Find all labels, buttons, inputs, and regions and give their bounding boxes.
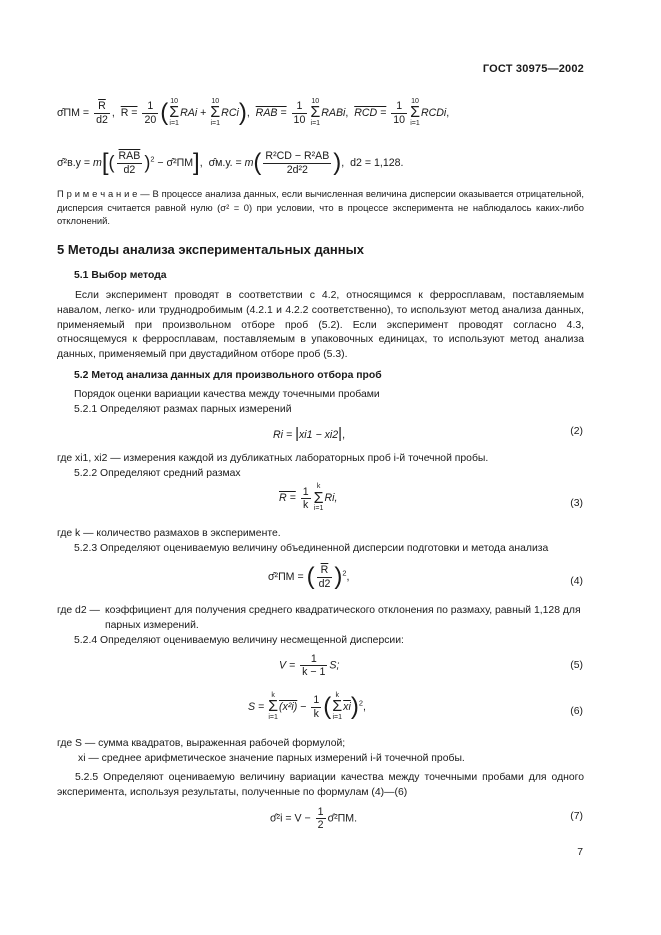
section-5-1-title: 5.1 Выбор метода <box>74 270 167 281</box>
where-3: где k — количество размахов в эксперименте. <box>57 528 281 539</box>
rcd-fraction: $\frac{1}{10}$ <box>393 100 406 126</box>
sigma-mu-lhs: σ̂м.у. = <box>208 156 242 169</box>
formula-6: S = k Σ i=1 (x²i) − $\frac{1}{k}$ ( k Σ i=1 $\overline{xi})^2$, <box>248 691 366 721</box>
clause-5-2-5: 5.2.5 Определяют оцениваемую величину вариации качества между точечными пробами для одного эксперимента, используя результаты, полученные по формулам (4)—(6) <box>57 772 584 798</box>
sigma-vu-lhs: σ̂²в.у = <box>57 156 91 169</box>
clause-5-2-4: 5.2.4 Определяют оцениваемую величину несмещенной дисперсии: <box>74 635 404 646</box>
formula-7-number: (7) <box>570 811 583 822</box>
sum-sign: k Σ i=1 <box>313 483 324 512</box>
term-rci: RCi <box>221 106 239 119</box>
formula-2-number: (2) <box>570 426 583 437</box>
clause-5-2-2: 5.2.2 Определяют средний размах <box>74 468 241 479</box>
formula-6-fraction: $\frac{1}{k}$ <box>313 694 320 720</box>
where-4-text: коэффициент для получения среднего квадратического отклонения по размаху, равный 1,128 для парных измерений. <box>105 605 581 631</box>
section-5-1-text: Если эксперимент проводят в соответствии с 4.2, относящимся к ферросплавам, поставляемым навалом, легко- или труднодробимым (4.2.1 и 4.2.2 соответственно), то используют метод анализа данных, применяемый при произвольном отборе проб (5.2). Если эксперимент проводят согласно 4.3, относящемуся к ферросплавам, поставляемым в упаковочных единицах, то используют метод анализа данных, применяемый при двустадийном отборе проб (5.3). <box>57 290 584 361</box>
r-bar-lhs: R = <box>120 106 138 119</box>
formula-6-number: (6) <box>570 706 583 717</box>
note-paragraph <box>57 187 584 228</box>
sum-sign: 10 Σ i=1 <box>410 97 420 127</box>
sum-sign: k Σ i=1 <box>332 691 343 721</box>
term-rcdi: RCDi <box>420 106 447 119</box>
rab-fraction: $\frac{1}{10}$ <box>293 100 306 126</box>
m-factor: m <box>93 156 102 169</box>
term-rai: RAi <box>180 106 198 119</box>
formula-4-number: (4) <box>570 576 583 587</box>
rcd-rab-fraction: $\frac{\text{R²CD − R²AB}}{\text{2d²2}}$ <box>265 150 330 176</box>
formula-line-2: σ̂²в.у = m[( $\frac{\overline{RAB}}{d2}$ )$^2$ − σ̂²ПМ], σ̂м.у. = m( $\frac{\text{R²CD − R²AB}}{\text{2d²2}}$ ), d2 = 1,128. <box>57 149 404 176</box>
m-factor: m <box>244 156 254 169</box>
section-5-2-title: 5.2 Метод анализа данных для произвольного отбора проб <box>74 370 382 381</box>
formula-5: V = $\frac{1}{k - 1}$ S; <box>279 653 340 679</box>
r-bar-fraction: $\frac{1}{20}$ <box>144 100 157 126</box>
sum-sign: 10 Σ i=1 <box>210 97 221 127</box>
sigma-pm-fraction: $\frac{\overline{R}}{d2}$ <box>96 100 108 126</box>
term-rabi: RABi <box>321 106 346 119</box>
formula-5-fraction: $\frac{1}{k - 1}$ <box>302 653 326 679</box>
page-number: 7 <box>577 847 583 858</box>
rab-d2-fraction: $\frac{\overline{RAB}}{d2}$ <box>118 150 141 176</box>
sum-sign: 10 Σ i=1 <box>310 97 321 127</box>
formula-3-fraction: $\frac{1}{k}$ <box>302 485 309 511</box>
formula-7-fraction: $\frac{1}{2}$ <box>317 806 324 832</box>
formula-4-fraction: $\frac{\overline{R}}{d2}$ <box>318 564 331 590</box>
minus-sigma-pm: − σ̂²ПМ <box>157 156 194 169</box>
rcd-lhs: RCD = <box>354 106 387 119</box>
sum-sign: k Σ i=1 <box>268 691 279 721</box>
sigma-pm-lhs: σ̂ПМ = <box>57 106 90 119</box>
clause-5-2-1: 5.2.1 Определяют размах парных измерений <box>74 404 292 415</box>
sum-sign: 10 Σ i=1 <box>169 97 180 127</box>
formula-7: σ̂²i = V − $\frac{1}{2}$ σ̂²ПМ. <box>270 806 358 832</box>
formula-3-number: (3) <box>570 498 583 509</box>
section-5-2-intro: Порядок оценки вариации качества между точечными пробами <box>74 389 380 400</box>
clause-5-2-3: 5.2.3 Определяют оцениваемую величину объединенной дисперсии подготовки и метода анализа <box>74 543 549 554</box>
section-5-title: 5 Методы анализа экспериментальных данных <box>57 242 364 257</box>
where-4-label: где d2 — <box>57 605 100 616</box>
rab-lhs: RAB = <box>255 106 287 119</box>
where-6-a: где S — сумма квадратов, выраженная рабочей формулой; <box>57 738 346 749</box>
standard-header: ГОСТ 30975—2002 <box>482 63 584 75</box>
formula-3: R = $\frac{1}{k}$ k Σ i=1 Ri, <box>279 483 338 512</box>
formula-5-number: (5) <box>570 660 583 671</box>
d2-value: d2 = 1,128. <box>350 156 404 169</box>
where-2: где xi1, xi2 — измерения каждой из дубликатных лабораторных проб i-й точечной пробы. <box>57 453 489 464</box>
note-text: — В процессе анализа данных, если вычисленная величина дисперсии оказывается отрицательной, дисперсия считается равной нулю (σ² = 0) при условии, что в процессе эксперимента не наблюдалось каких-либо отклонений. <box>57 188 584 227</box>
note-label: П р и м е ч а н и е <box>57 188 138 199</box>
formula-line-1: σ̂ПМ = $\frac{\overline{R}}{d2}$ , R = $\frac{1}{20}$ ( 10 Σ i=1 RAi + 10 Σ i=1 RCi), RAB = $\frac{1}{10}$ 10 Σ i=1 RABi, RCD = $\frac{1}{10}$ 10 Σ i=1 RCDi, <box>57 97 450 127</box>
formula-2: Ri = |xi1 − xi2|, <box>273 425 346 442</box>
where-6-b: xi — среднее арифметическое значение парных измерений i-й точечной пробы. <box>78 753 465 764</box>
formula-4: σ̂²ПМ = ( $\frac{\overline{R}}{d2}$ )$^2$, <box>268 563 350 590</box>
